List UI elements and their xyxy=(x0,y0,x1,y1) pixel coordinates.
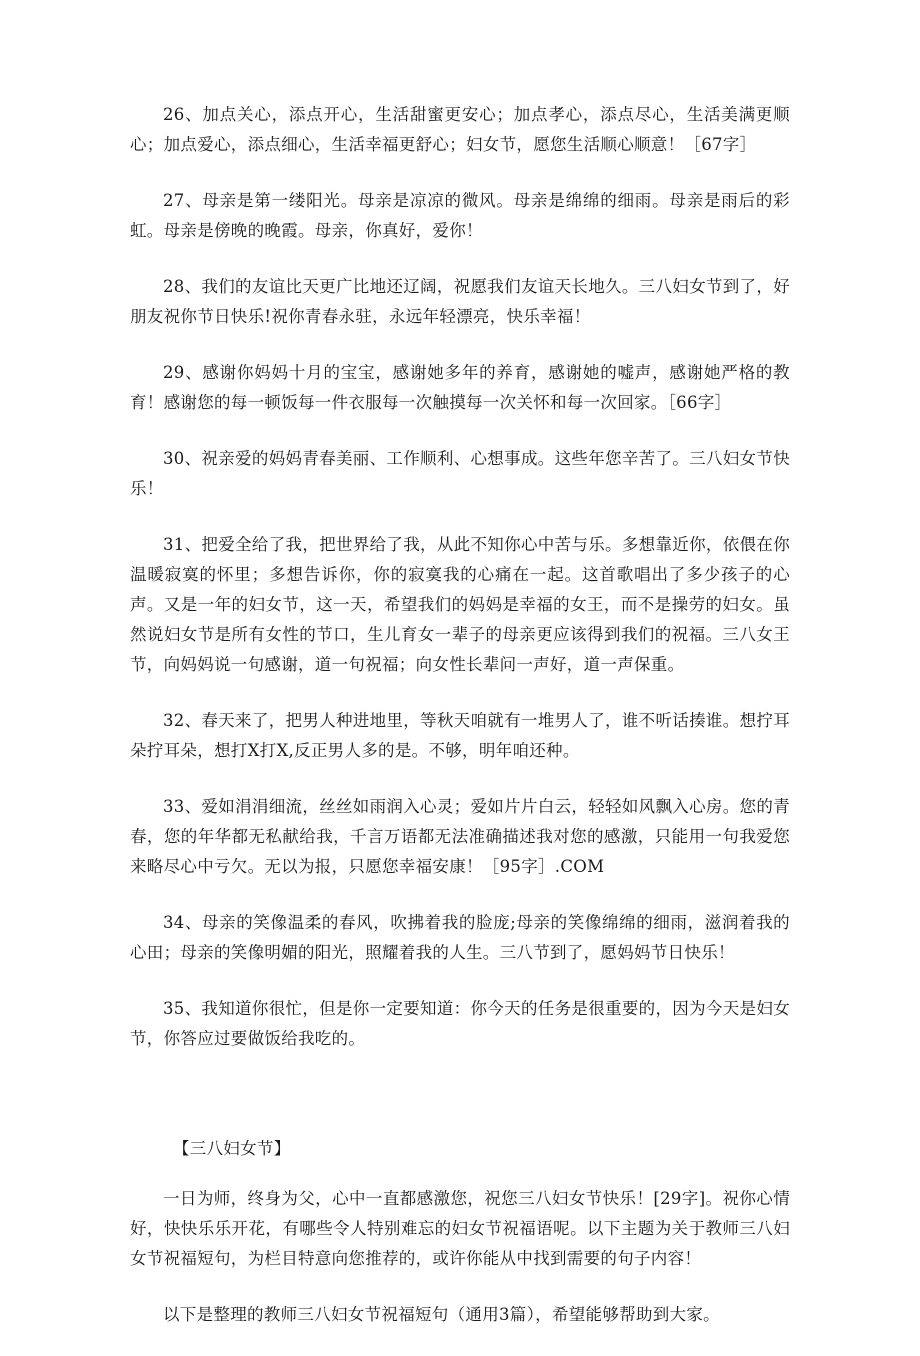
document-body xyxy=(130,100,790,1356)
wish-paragraph-29: 29、感谢你妈妈十月的宝宝，感谢她多年的养育，感谢她的嘘声，感谢她严格的教育！感谢您的每一顿饭每一件衣服每一次触摸每一次关怀和每一次回家。［66字］ xyxy=(130,363,790,412)
wish-paragraph-32: 32、春天来了，把男人种进地里，等秋天咱就有一堆男人了，谁不听话揍谁。想拧耳朵拧耳朵，想打X打X,反正男人多的是。不够，明年咱还种。 xyxy=(130,711,790,760)
wish-paragraph-28: 28、我们的友谊比天更广比地还辽阔，祝愿我们友谊天长地久。三八妇女节到了，好朋友祝你节日快乐!祝你青春永驻，永远年轻漂亮，快乐幸福！ xyxy=(130,277,790,326)
wish-paragraph-31: 31、把爱全给了我，把世界给了我，从此不知你心中苦与乐。多想靠近你，依偎在你温暖寂寞的怀里；多想告诉你，你的寂寞我的心痛在一起。这首歌唱出了多少孩子的心声。又是一年的妇女节，这一天，希望我们的妈妈是幸福的女王，而不是操劳的妇女。虽然说妇女节是所有女性的节口，生儿育女一辈子的母亲更应该得到我们的祝福。三八女王节，向妈妈说一句感谢，道一句祝福；向女性长辈问一声好，道一声保重。 xyxy=(130,535,790,674)
wish-paragraph-35: 35、我知道你很忙，但是你一定要知道：你今天的任务是很重要的，因为今天是妇女节，你答应过要做饭给我吃的。 xyxy=(130,999,790,1048)
wish-paragraph-33: 33、爱如涓涓细流，丝丝如雨润入心灵；爱如片片白云，轻轻如风飘入心房。您的青春，您的年华都无私献给我，千言万语都无法准确描述我对您的感激，只能用一句我爱您来略尽心中亏欠。无以为报，只愿您幸福安康！［95字］.COM xyxy=(130,797,790,876)
wish-paragraph-30: 30、祝亲爱的妈妈青春美丽、工作顺利、心想事成。这些年您辛苦了。三八妇女节快乐！ xyxy=(130,449,790,498)
wish-paragraph-26: 26、加点关心，添点开心，生活甜蜜更安心；加点孝心，添点尽心，生活美满更顺心；加点爱心，添点细心，生活幸福更舒心；妇女节，愿您生活顺心顺意！［67字］ xyxy=(130,105,790,154)
section-intro-paragraph: 一日为师，终身为父，心中一直都感激您，祝您三八妇女节快乐！[29字]。祝你心情好，快快乐乐开花，有哪些令人特别难忘的妇女节祝福语呢。以下主题为关于教师三八妇女节祝福短句，为栏目特意向您推荐的，或许你能从中找到需要的句子内容！ xyxy=(130,1189,790,1268)
section-closing-paragraph: 以下是整理的教师三八妇女节祝福短句（通用3篇），希望能够帮助到大家。 xyxy=(163,1305,720,1324)
wish-paragraph-27: 27、母亲是第一缕阳光。母亲是凉凉的微风。母亲是绵绵的细雨。母亲是雨后的彩虹。母亲是傍晚的晚霞。母亲，你真好，爱你！ xyxy=(130,191,790,240)
wish-paragraph-34: 34、母亲的笑像温柔的春风，吹拂着我的脸庞;母亲的笑像绵绵的细雨，滋润着我的心田；母亲的笑像明媚的阳光，照耀着我的人生。三八节到了，愿妈妈节日快乐！ xyxy=(130,913,790,962)
section-heading: 【三八妇女节】 xyxy=(172,1139,291,1158)
